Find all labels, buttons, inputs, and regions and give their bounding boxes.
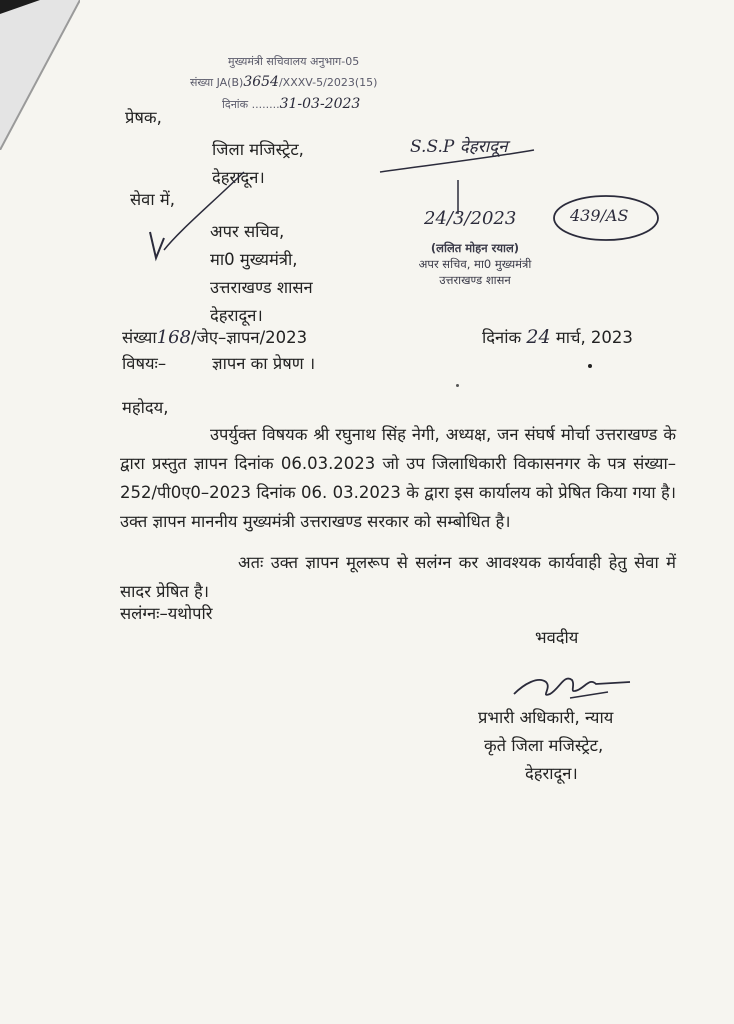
enclosure-note: सलंग्नः–यथोपरि [120,604,213,623]
reference-date-label: दिनांक [482,328,522,347]
reference-date-handwritten: 24 [526,326,551,348]
reference-number-rest: /जेए–ज्ञापन/2023 [191,328,308,347]
recipient-office: मा0 मुख्यमंत्री, [210,250,298,269]
recipient-label: सेवा में, [130,190,175,209]
sender-city: देहरादून। [212,168,265,187]
reference-number-label: संख्या [122,328,157,347]
subject-label: विषयः– [122,354,167,373]
receipt-date-label: दिनांक [222,98,249,111]
receipt-number [190,74,377,90]
check-mark-text [150,232,151,233]
body-paragraph-2: अतः उक्त ज्ञापन मूलरूप से सलंग्न कर आवश्यक कार्यवाही हेतु सेवा में सादर प्रेषित है। [120,553,676,601]
secretary-name: (ललित मोहन रयाल) [430,241,520,255]
ink-dot [588,364,592,368]
receipt-date-handwritten: 31-03-2023 [279,96,361,112]
receipt-date: दिनांक ........31-03-2023 [222,96,361,112]
secretary-org: उत्तराखण्ड शासन [439,273,511,287]
body-paragraph-1: उपर्युक्त विषयक श्री रघुनाथ सिंह नेगी, अध्यक्ष, जन संघर्ष मोर्चा उत्तराखण्ड के द्वारा प्रस्तुत ज्ञापन दिनांक 06.03.2023 जो उप जिलाधिकारी विकासनगर के पत्र संख्या–252/पी0ए0–2023 दिनांक 06. 03.2023 के द्वारा इस कार्यालय को प्रेषित किया गया है। उक्त ज्ञापन माननीय मुख्यमंत्री उत्तराखण्ड सरकार को सम्बोधित है। [120,425,676,531]
closing-city: देहरादून। [525,764,578,783]
annotation-bracket [440,178,540,218]
recipient-government: उत्तराखण्ड शासन [210,278,313,297]
closing-on-behalf: कृते जिला मजिस्ट्रेट, [484,736,604,755]
reference-number-handwritten: 168 [156,327,192,348]
secretary-designation: अपर सचिव, मा0 मुख्यमंत्री [418,257,532,271]
ssp-annotation: S.S.P देहरादून [410,137,508,157]
pen-check-stroke [140,170,250,270]
closing-designation: प्रभारी अधिकारी, न्याय [478,708,614,727]
receipt-office: मुख्यमंत्री सचिवालय अनुभाग-05 [228,55,360,68]
folded-corner [0,0,80,150]
subject-text: ज्ञापन का प्रेषण । [212,354,316,373]
ink-dot [456,384,459,387]
receipt-number-label: संख्या JA(B) [190,76,244,89]
sender-label: प्रेषक, [125,108,162,127]
number-annotation: 439/AS [570,206,629,225]
recipient-designation: अपर सचिव, [210,222,285,241]
reference-date [482,322,633,353]
reference-date-rest: मार्च, 2023 [555,328,633,347]
receipt-number-suffix: /XXXV-5/2023(15) [278,76,378,89]
receipt-number-handwritten: 3654 [243,74,279,90]
secretary-stamp [405,240,545,288]
received-date-annotation: 24/3/2023 [424,208,517,229]
recipient-city: देहरादून। [210,306,263,325]
sender-designation: जिला मजिस्ट्रेट, [212,140,304,159]
ssp-annotation-lines [378,120,538,180]
closing-yours: भवदीय [535,628,579,647]
salutation: महोदय, [122,398,169,417]
